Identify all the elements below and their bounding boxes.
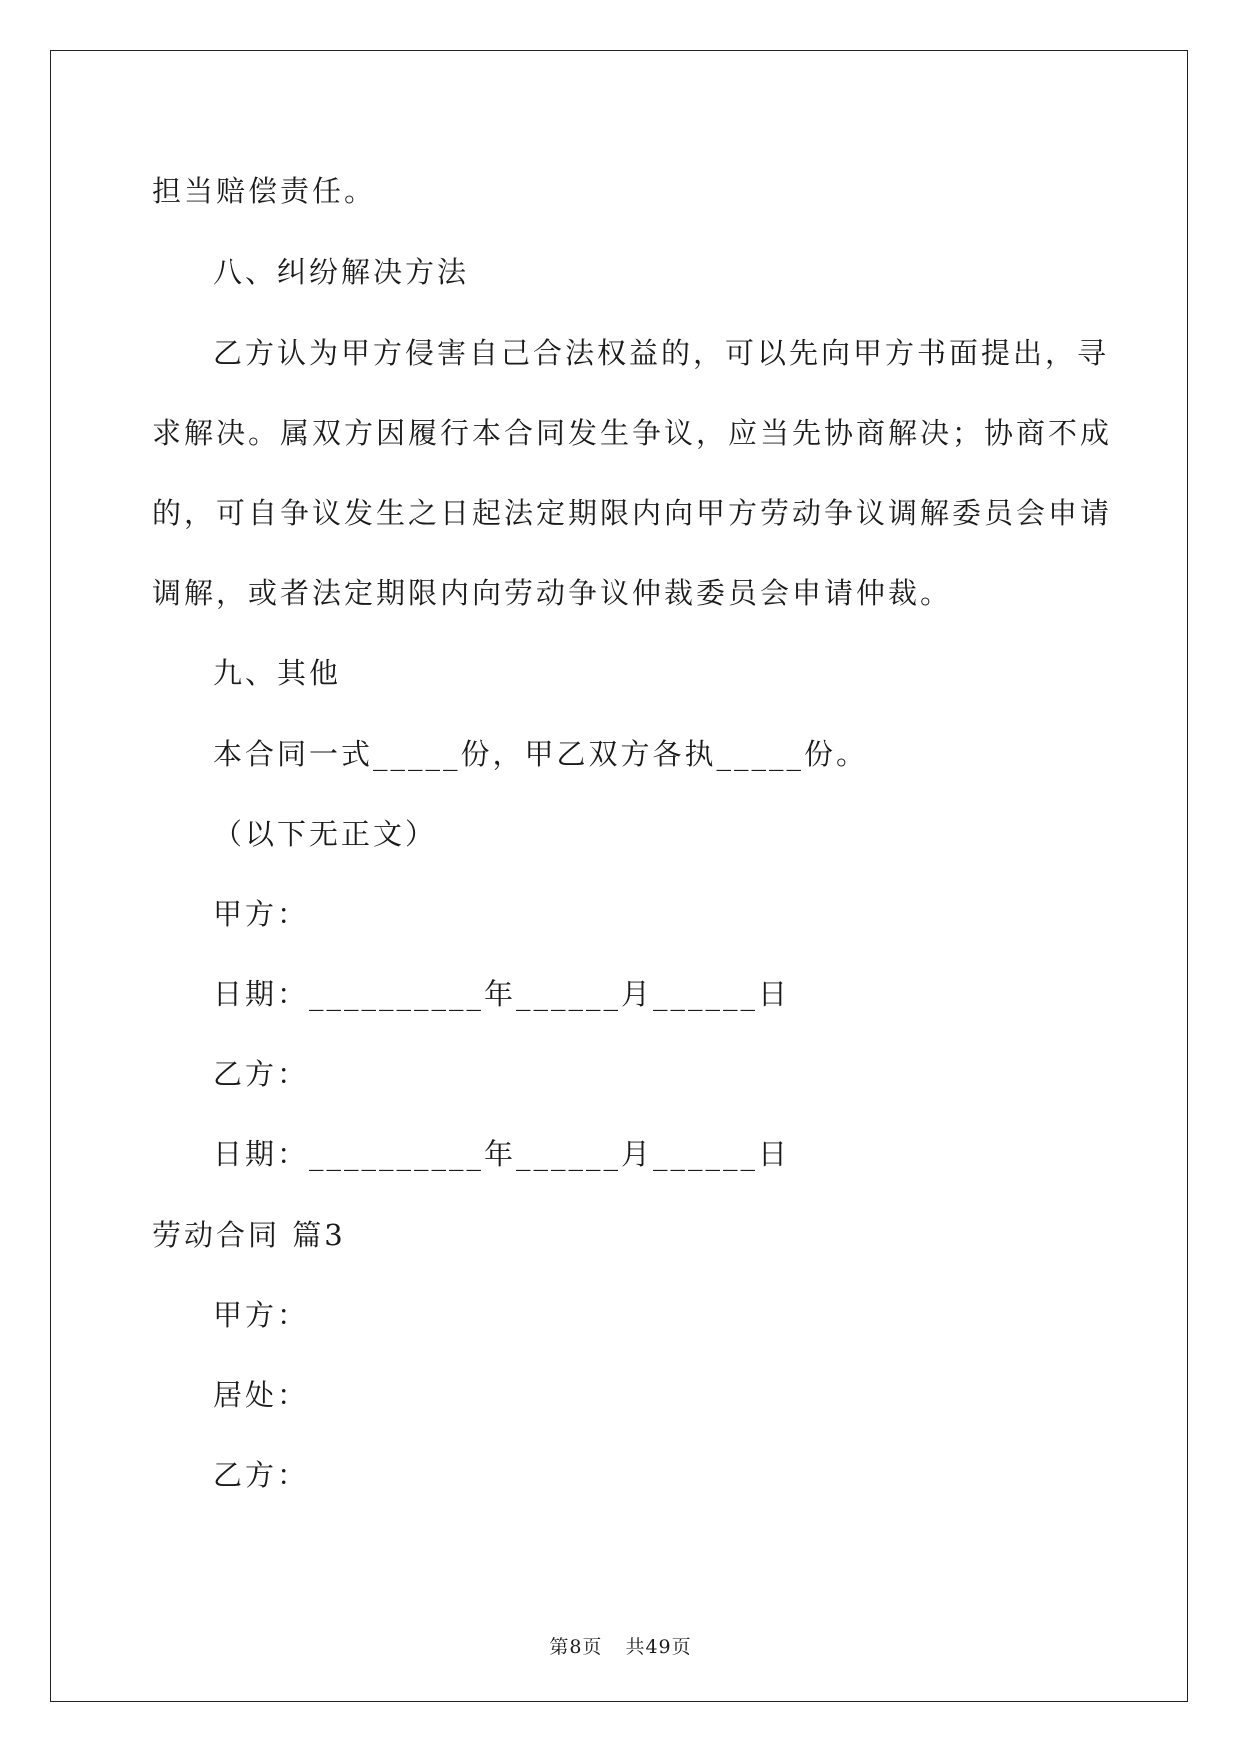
party-a-signature-label: 甲方： [213, 897, 310, 931]
party-b-signature-label: 乙方： [213, 1057, 310, 1091]
paragraph-no-body-below: （以下无正文） [213, 817, 438, 851]
party-b-date-line: 日期：__________年______月______日 [213, 1137, 791, 1171]
paragraph-dispute-line-3: 的，可自争议发生之日起法定期限内向甲方劳动争议调解委员会申请 [152, 496, 1113, 530]
total-page-count: 共49页 [625, 1636, 692, 1658]
section-heading-dispute: 八、纠纷解决方法 [213, 255, 470, 289]
paragraph-dispute-line-2: 求解决。属双方因履行本合同发生争议，应当先协商解决；协商不成 [152, 416, 1113, 450]
party-a-date-line: 日期：__________年______月______日 [213, 977, 791, 1011]
page-border [50, 50, 1188, 1702]
page-footer [0, 1632, 1241, 1659]
contract-title-part-3: 劳动合同 篇3 [152, 1218, 346, 1252]
paragraph-compensation-end: 担当赔偿责任。 [152, 174, 377, 208]
paragraph-dispute-line-1: 乙方认为甲方侵害自己合法权益的，可以先向甲方书面提出，寻 [213, 336, 1110, 370]
party-a-label: 甲方： [213, 1298, 310, 1332]
paragraph-copies: 本合同一式_____份，甲乙双方各执_____份。 [213, 737, 869, 771]
current-page-number: 第8页 [549, 1636, 603, 1658]
residence-label: 居处： [213, 1378, 310, 1412]
section-heading-other: 九、其他 [213, 656, 342, 690]
paragraph-dispute-line-4: 调解，或者法定期限内向劳动争议仲裁委员会申请仲裁。 [152, 576, 953, 610]
party-b-label: 乙方： [213, 1458, 310, 1492]
